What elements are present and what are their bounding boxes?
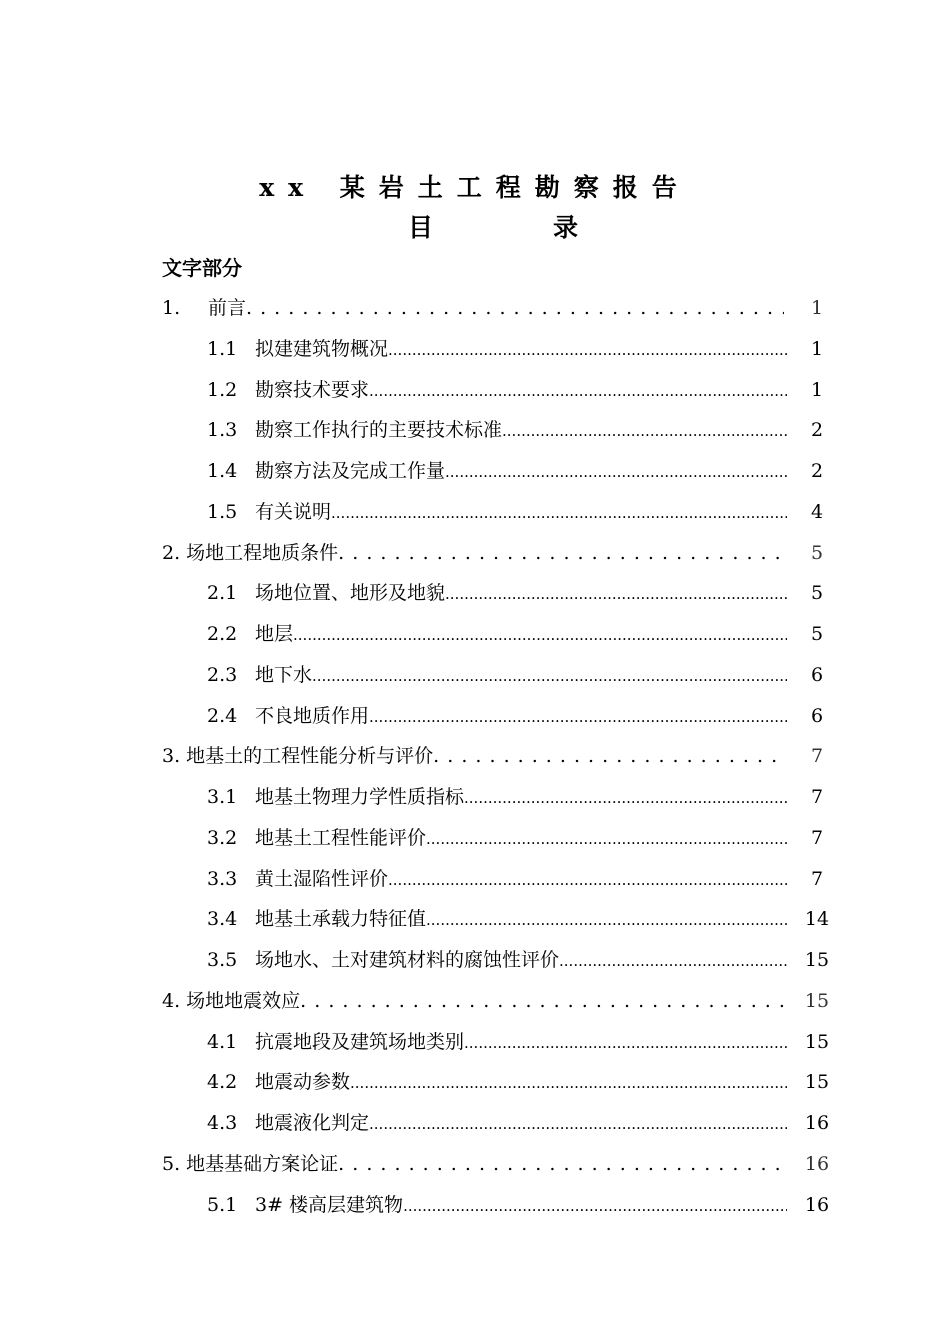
toc-entry-page-number: 7 [810, 826, 824, 849]
toc-entry-page-number: 5 [810, 582, 824, 605]
toc-entry-number: 3.2 [207, 826, 238, 849]
toc-entry-page-number: 6 [810, 663, 824, 686]
toc-heading-char-2: 录 [552, 213, 578, 242]
toc-entry-number: 1.3 [207, 419, 238, 442]
toc-entry-title: 黄土湿陷性评价 [255, 859, 388, 899]
toc-entry-title: 场地水、土对建筑材料的腐蚀性评价 [255, 940, 559, 980]
toc-entry-title: 勘察工作执行的主要技术标准 [255, 410, 502, 450]
toc-entry[interactable] [207, 899, 842, 939]
section-heading: 文字部分 [162, 256, 242, 280]
toc-entry-page-number: 7 [810, 786, 824, 808]
dot-leader [426, 818, 787, 859]
toc-entry-title: 地震液化判定 [255, 1103, 369, 1143]
toc-entry-title: 3# 楼高层建筑物 [255, 1185, 403, 1225]
toc-entry-number: 1.1 [207, 337, 238, 360]
toc-entry[interactable] [207, 370, 842, 410]
toc-entry[interactable] [207, 818, 842, 858]
toc-entry-title: 有关说明 [255, 492, 331, 532]
dot-leader [312, 655, 787, 696]
toc-entry[interactable] [207, 777, 842, 817]
dot-leader [433, 736, 784, 776]
toc-entry[interactable] [162, 1144, 842, 1184]
toc-entry-number: 2.1 [207, 582, 238, 605]
toc-entry-number: 3.1 [207, 786, 238, 808]
toc-entry-page-number: 16 [804, 1152, 830, 1175]
dot-leader [403, 1185, 787, 1226]
toc-entry[interactable] [162, 533, 842, 573]
toc-entry[interactable] [207, 859, 842, 899]
toc-entry[interactable] [162, 288, 842, 328]
toc-entry-page-number: 1 [810, 378, 824, 401]
toc-entry-title: 勘察技术要求 [255, 370, 369, 410]
toc-entry-number: 1.2 [207, 378, 238, 401]
toc-entry-number: 3.4 [207, 908, 238, 931]
toc-entry-number: 3.5 [207, 949, 238, 971]
toc-entry[interactable] [162, 736, 842, 776]
toc-entry[interactable] [207, 492, 842, 532]
toc-entry-title: 4. 场地地震效应 [162, 981, 300, 1021]
toc-entry-page-number: 2 [810, 419, 824, 442]
dot-leader [369, 370, 787, 411]
dot-leader [369, 1103, 787, 1144]
toc-entry-page-number: 4 [810, 500, 824, 523]
toc-entry-title: 3. 地基土的工程性能分析与评价 [162, 736, 433, 776]
toc-entry-title: 地基土物理力学性质指标 [255, 777, 464, 817]
toc-entry-title: 前言 [208, 288, 246, 328]
toc-entry-page-number: 14 [804, 908, 830, 931]
toc-entry-title: 地层 [255, 614, 293, 654]
toc-entry-page-number: 15 [804, 989, 830, 1012]
toc-entry-title: 2. 场地工程地质条件 [162, 533, 338, 573]
toc-entry-page-number: 16 [804, 1112, 830, 1134]
dot-leader [445, 451, 787, 492]
toc-entry[interactable] [207, 573, 842, 613]
toc-entry[interactable] [207, 655, 842, 695]
toc-entry-page-number: 16 [804, 1193, 830, 1216]
toc-entry-page-number: 7 [810, 745, 824, 768]
dot-leader [388, 329, 787, 370]
toc-entry-page-number: 1 [810, 337, 824, 360]
toc-entry-title: 地基土承载力特征值 [255, 899, 426, 939]
toc-entry-title: 5. 地基基础方案论证 [162, 1144, 338, 1184]
toc-entry-title: 场地位置、地形及地貌 [255, 573, 445, 613]
toc-entry-number: 4.3 [207, 1112, 238, 1134]
toc-entry-number: 2.3 [207, 663, 238, 686]
toc-heading [408, 208, 578, 248]
dot-leader [338, 1144, 784, 1184]
toc-entry-title: 地震动参数 [255, 1062, 350, 1102]
toc-entry-page-number: 1 [810, 297, 824, 319]
toc-entry-page-number: 5 [810, 623, 824, 645]
toc-entry[interactable] [207, 614, 842, 654]
toc-entry-page-number: 6 [810, 704, 824, 727]
toc-entry-number: 1.4 [207, 460, 238, 482]
toc-entry-title: 勘察方法及完成工作量 [255, 451, 445, 491]
dot-leader [559, 940, 787, 981]
dot-leader [246, 288, 784, 328]
toc-entry-number: 2.2 [207, 623, 238, 645]
toc-entry-number: 1.5 [207, 500, 238, 523]
toc-entry-page-number: 5 [810, 541, 824, 564]
toc-entry[interactable] [162, 981, 842, 1021]
toc-entry[interactable] [207, 410, 842, 450]
toc-entry-number: 2.4 [207, 704, 238, 727]
dot-leader [338, 533, 784, 573]
dot-leader [369, 696, 787, 737]
toc-entry[interactable] [207, 1022, 842, 1062]
dot-leader [426, 899, 787, 940]
toc-entry-number: 4.1 [207, 1030, 238, 1053]
toc-entry[interactable] [207, 1185, 842, 1225]
dot-leader [300, 981, 784, 1021]
toc-entry-page-number: 7 [810, 867, 824, 890]
dot-leader [331, 492, 787, 533]
toc-entry[interactable] [207, 1103, 842, 1143]
toc-entry[interactable] [207, 451, 842, 491]
toc-heading-char-1: 目 [408, 213, 434, 242]
dot-leader [464, 1022, 787, 1063]
dot-leader [445, 573, 787, 614]
dot-leader [388, 859, 787, 900]
toc-entry[interactable] [207, 1062, 842, 1102]
document-title: xx 某岩土工程勘察报告 [259, 173, 691, 202]
toc-entry[interactable] [207, 329, 842, 369]
toc-entry-title: 抗震地段及建筑场地类别 [255, 1022, 464, 1062]
toc-entry-number: 3.3 [207, 867, 238, 890]
toc-entry-title: 不良地质作用 [255, 696, 369, 736]
toc-entry[interactable] [207, 940, 842, 980]
toc-entry-page-number: 15 [804, 1071, 830, 1094]
toc-entry-page-number: 15 [804, 1030, 830, 1053]
toc-entry-page-number: 15 [804, 949, 830, 971]
toc-entry-number: 4.2 [207, 1071, 238, 1094]
toc-entry-number: 5.1 [207, 1193, 238, 1216]
toc-entry-number: 1. [162, 297, 181, 319]
dot-leader [350, 1062, 787, 1103]
toc-entry-title: 地基土工程性能评价 [255, 818, 426, 858]
toc-entry-title: 拟建建筑物概况 [255, 329, 388, 369]
dot-leader [502, 410, 787, 451]
toc-entry[interactable] [207, 696, 842, 736]
dot-leader [464, 777, 787, 818]
toc-entry-title: 地下水 [255, 655, 312, 695]
dot-leader [293, 614, 787, 655]
toc-entry-page-number: 2 [810, 460, 824, 482]
